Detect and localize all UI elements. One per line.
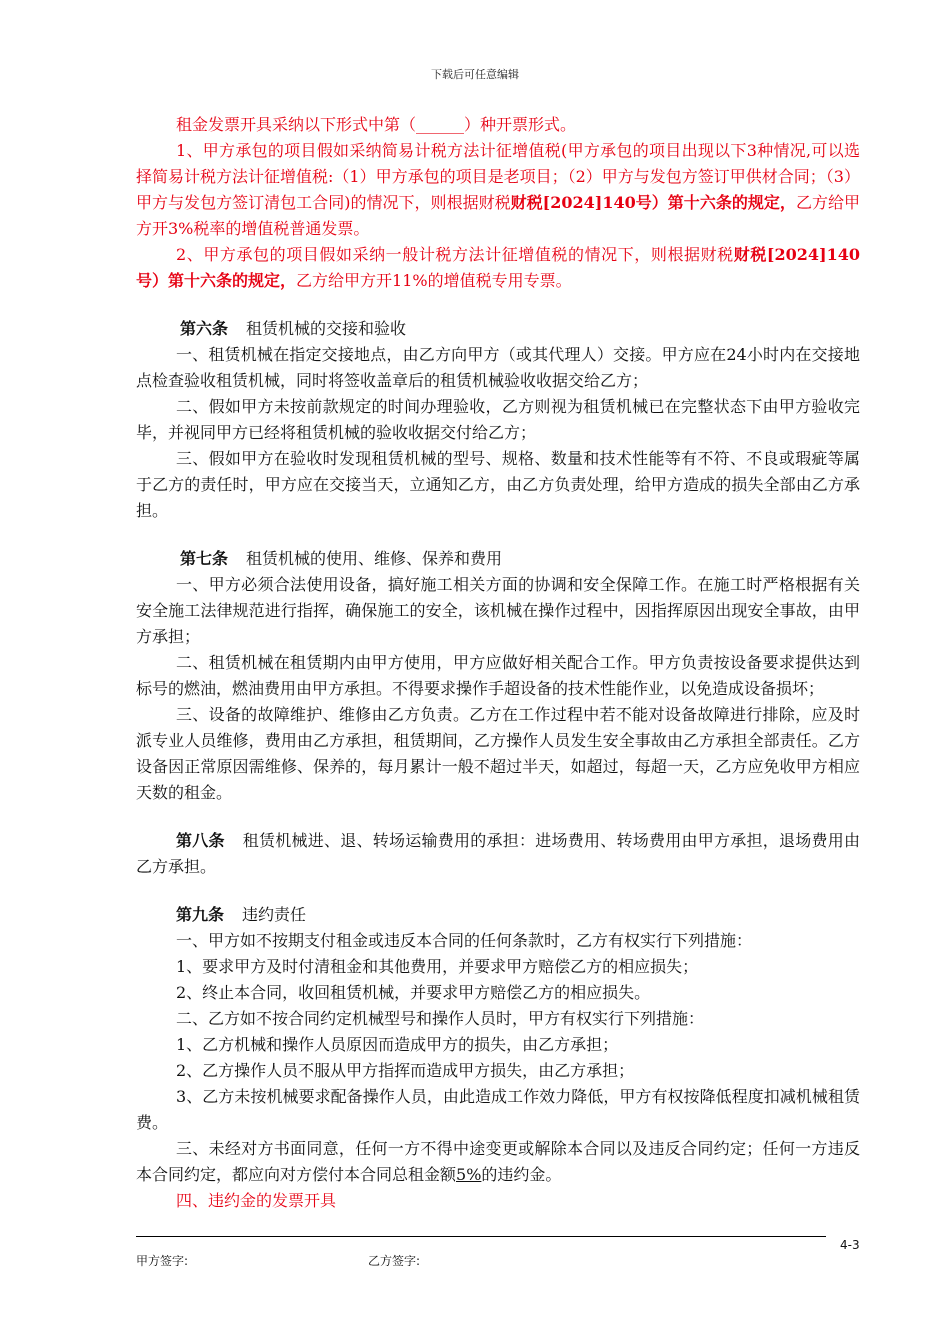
invoice-option-2-law: 财税[2024]140号）第十六条的规定， [136,245,860,290]
article-9-line-5: 1、乙方机械和操作人员原因而造成甲方的损失，由乙方承担； [176,1035,619,1054]
article-7-heading [136,546,860,572]
article-6-clause-1: 一、租赁机械在指定交接地点，由乙方向甲方（或其代理人）交接。甲方应在24小时内在交接地点检查验收租赁机械，同时将签收盖章后的租赁机械验收收据交给乙方； [136,345,860,390]
article-7-clause-3: 三、设备的故障维护、维修由乙方负责。乙方在工作过程中若不能对设备故障进行排除，应及时派专业人员维修，费用由乙方承担，租赁期间，乙方操作人员发生安全事故由乙方承担全部责任。乙方设备因正常原因需维修、保养的，每月累计一般不超过半天，如超过，每超一天，乙方应免收甲方相应天数的租金。 [136,705,860,802]
article-9-title: 违约责任 [242,905,307,924]
article-6-heading [136,316,860,342]
article-9-number: 第九条 [176,905,225,924]
article-6-number: 第六条 [180,319,229,338]
invoice-option-2-result: 乙方给甲方开11%的增值税专用专票。 [296,271,572,290]
article-9-line-8-end: 的违约金。 [481,1165,562,1184]
article-7-clause-1: 一、甲方必须合法使用设备，搞好施工相关方面的协调和安全保障工作。在施工时严格根据有关安全施工法律规范进行指挥，确保施工的安全，该机械在操作过程中，因指挥原因出现安全事故，由甲方承担； [136,575,860,646]
article-8-number: 第八条 [176,831,225,850]
invoice-option-1 [136,138,860,242]
article-9-line-3: 2、终止本合同，收回租赁机械，并要求甲方赔偿乙方的相应损失。 [176,983,651,1002]
document-body [136,112,860,1214]
article-7-number: 第七条 [180,549,229,568]
footer-divider [136,1236,826,1237]
article-6-title: 租赁机械的交接和验收 [246,319,407,338]
article-9-heading [136,902,860,928]
article-9-line-2: 1、要求甲方及时付清租金和其他费用，并要求甲方赔偿乙方的相应损失； [176,957,699,976]
article-9-line-7: 3、乙方未按机械要求配备操作人员，由此造成工作效力降低，甲方有权按降低程度扣减机械租赁费。 [136,1087,860,1132]
article-9-line-1: 一、甲方如不按期支付租金或违反本合同的任何条款时，乙方有权实行下列措施： [176,931,753,950]
page-number: 4-3 [840,1238,860,1252]
party-b-signature-label: 乙方签字: [368,1254,421,1268]
article-9-line-8-text: 三、未经对方书面同意，任何一方不得中途变更或解除本合同以及违反合同约定；任何一方违反本合同约定，都应向对方偿付本合同总租金额 [136,1139,860,1184]
article-9-line-8 [136,1136,860,1188]
article-8-text: 租赁机械进、退、转场运输费用的承担：进场费用、转场费用由甲方承担，退场费用由乙方承担。 [136,831,860,876]
invoice-intro: 租金发票开具采纳以下形式中第（______）种开票形式。 [176,115,577,134]
article-7-title: 租赁机械的使用、维修、保养和费用 [246,549,503,568]
article-6-clause-2: 二、假如甲方未按前款规定的时间办理验收，乙方则视为租赁机械已在完整状态下由甲方验收完毕，并视同甲方已经将租赁机械的验收收据交付给乙方； [136,397,860,442]
article-9-line-4: 二、乙方如不按合同约定机械型号和操作人员时，甲方有权实行下列措施： [176,1009,705,1028]
invoice-option-1-result: 乙方给甲方开3%税率的增值税普通发票。 [136,193,860,238]
invoice-option-2-text: 2、甲方承包的项目假如采纳一般计税方法计征增值税的情况下，则根据财税 [176,245,734,264]
article-9-line-6: 2、乙方操作人员不服从甲方指挥而造成甲方损失，由乙方承担； [176,1061,635,1080]
page-header-note: 下载后可任意编辑 [431,68,519,81]
party-a-signature-label: 甲方签字: [136,1254,189,1268]
invoice-option-2 [136,242,860,294]
invoice-option-1-text: 1、甲方承包的项目假如采纳简易计税方法计征增值税(甲方承包的项目出现以下3种情况,可以选择简易计税方法计征增值税:（1）甲方承包的项目是老项目；（2）甲方与发包方签订甲供材合同；（3）甲方与发包方签订清包工合同)的情况下，则根据财税 [136,141,860,212]
article-7-clause-2: 二、租赁机械在租赁期内由甲方使用，甲方应做好相关配合工作。甲方负责按设备要求提供达到标号的燃油，燃油费用由甲方承担。不得要求操作手超设备的技术性能作业，以免造成设备损坏； [136,653,860,698]
article-8 [136,828,860,880]
invoice-option-1-law: 财税[2024]140号）第十六条的规定， [510,193,796,212]
penalty-rate: 5% [456,1165,482,1184]
article-6-clause-3: 三、假如甲方在验收时发现租赁机械的型号、规格、数量和技术性能等有不符、不良或瑕疵等属于乙方的责任时，甲方应在交接当天，立通知乙方，由乙方负责处理，给甲方造成的损失全部由乙方承担。 [136,449,860,520]
article-9-line-9: 四、违约金的发票开具 [176,1191,337,1210]
